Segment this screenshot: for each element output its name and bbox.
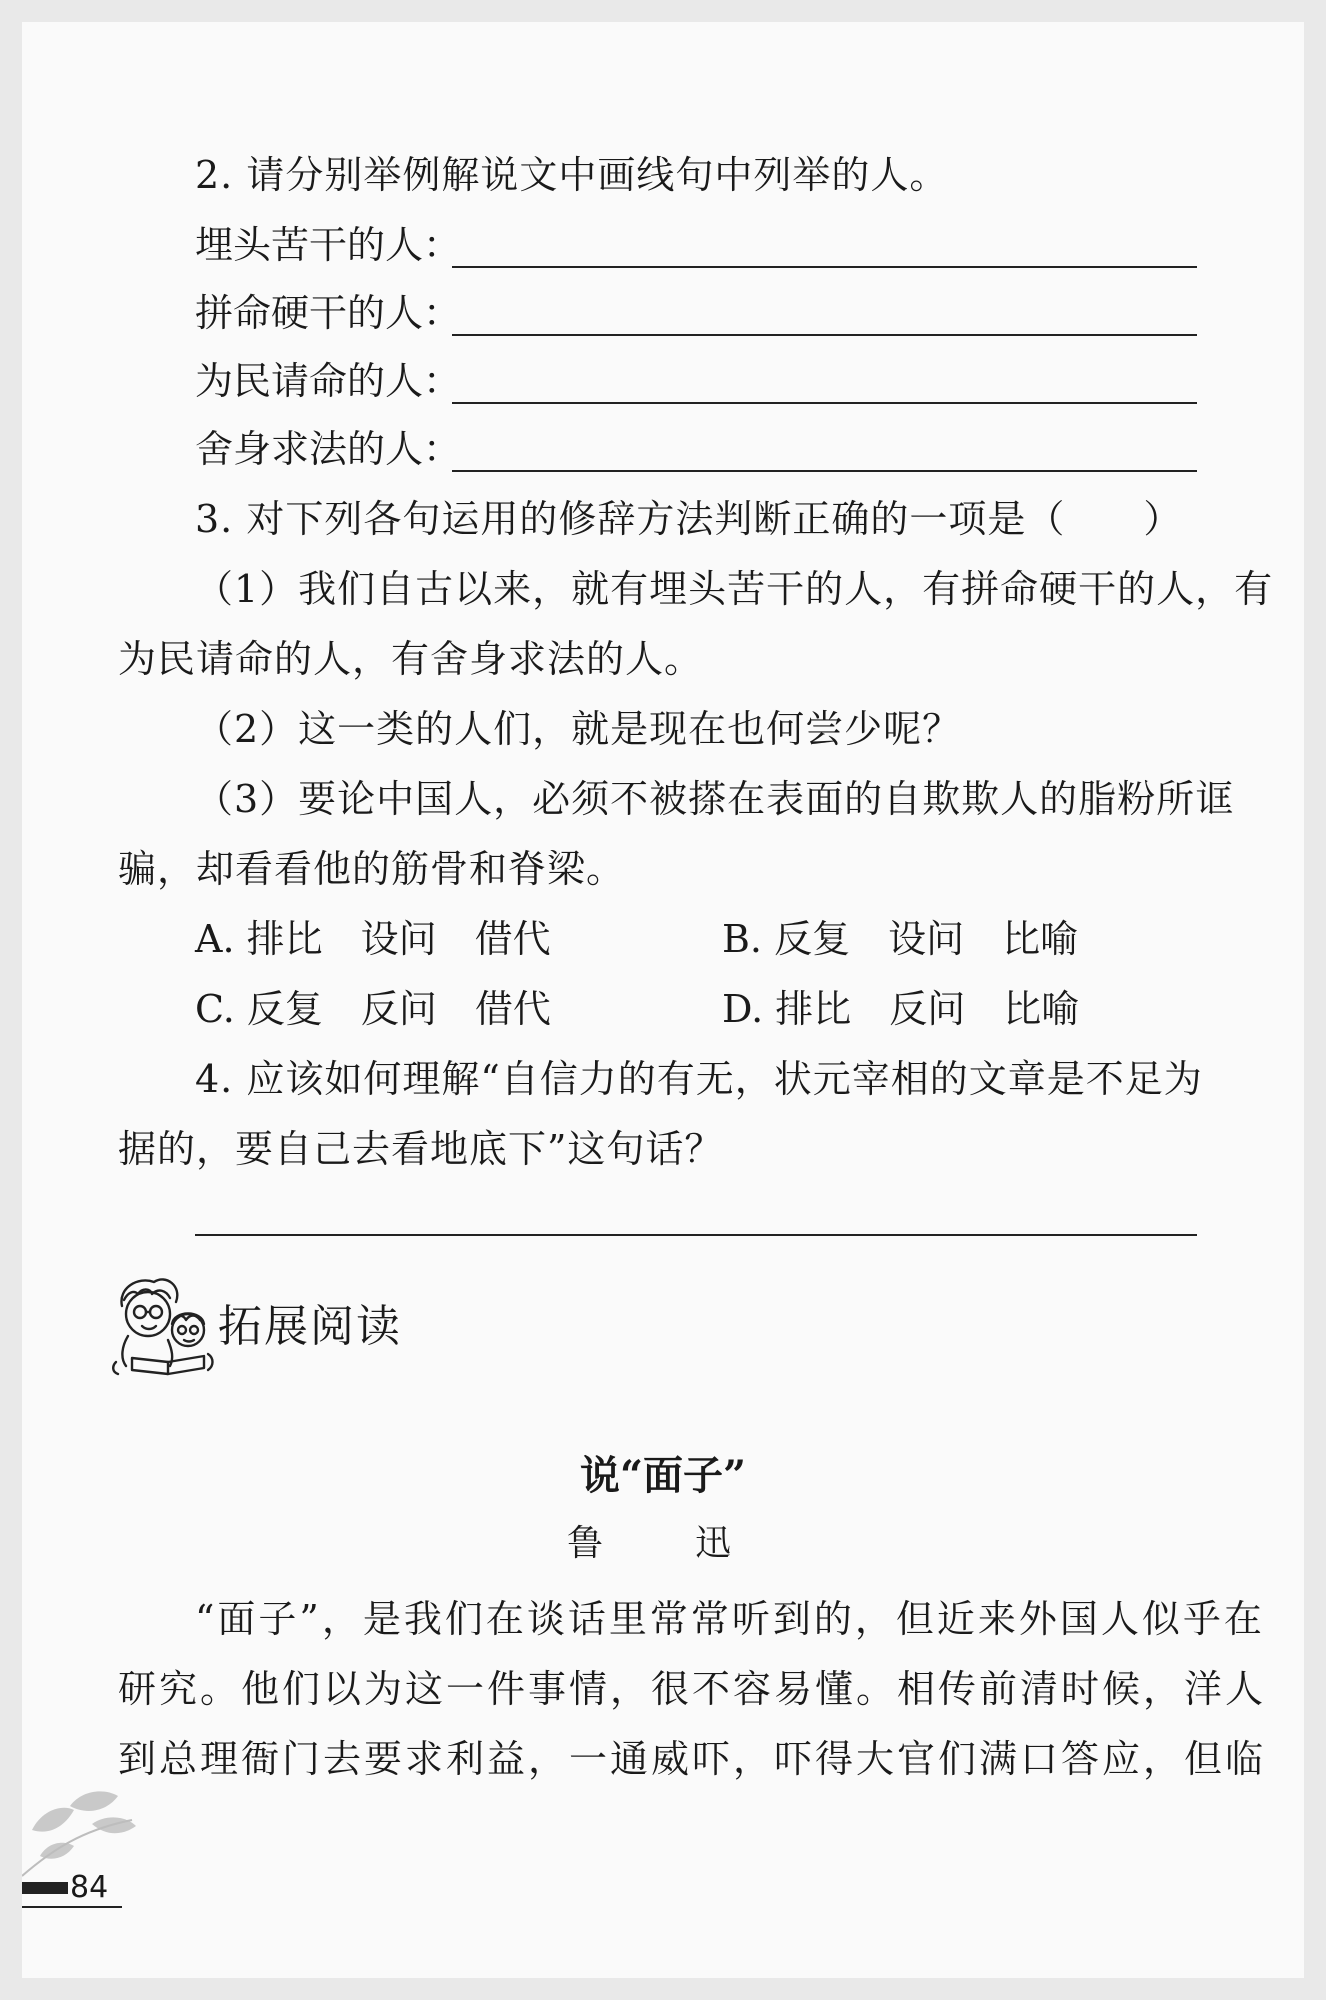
q3-sentence-1-line-2: 为民请命的人，有舍身求法的人。 <box>118 637 704 681</box>
article-title: 说“面子” <box>579 1452 746 1499</box>
q3-sentence-3-line-1: （3）要论中国人，必须不被搽在表面的自欺欺人的脂粉所诓 <box>195 777 1235 821</box>
article-paragraph-line-2: 研究。他们以为这一件事情，很不容易懂。相传前清时候，洋人 <box>118 1667 1267 1711</box>
q4-line-2: 据的，要自己去看地底下”这句话？ <box>118 1127 724 1171</box>
q2-blank-label: 埋头苦干的人： <box>195 223 462 267</box>
q4-line-1: 4. 应该如何理解“自信力的有无，状元宰相的文章是不足为 <box>195 1057 1203 1101</box>
q2-blank-label: 为民请命的人： <box>195 359 462 403</box>
answer-line[interactable] <box>452 266 1197 268</box>
q3-sentence-2: （2）这一类的人们，就是现在也何尝少呢？ <box>195 707 962 751</box>
page-number: 84 <box>70 1870 109 1905</box>
q2-blank-label: 拼命硬干的人： <box>195 291 462 335</box>
article-paragraph-line-3: 到总理衙门去要求利益，一通威吓，吓得大官们满口答应，但临 <box>118 1737 1267 1781</box>
q3-option-b[interactable]: B. 反复 设问 比喻 <box>722 917 1079 961</box>
leaf-decoration-icon <box>22 1780 142 1880</box>
q4-answer-line[interactable] <box>195 1234 1197 1236</box>
q3-sentence-3-line-2: 骗，却看看他的筋骨和脊梁。 <box>118 847 626 891</box>
article-paragraph-line-1: “面子”，是我们在谈话里常常听到的，但近来外国人似乎在 <box>195 1597 1265 1641</box>
q3-option-a[interactable]: A. 排比 设问 借代 <box>195 917 551 961</box>
answer-line[interactable] <box>452 402 1197 404</box>
q3-option-d[interactable]: D. 排比 反问 比喻 <box>722 987 1080 1031</box>
section-title: 拓展阅读 <box>218 1301 402 1352</box>
answer-line[interactable] <box>452 334 1197 336</box>
page-number-underline <box>22 1906 122 1908</box>
q2-prompt: 2. 请分别举例解说文中画线句中列举的人。 <box>195 153 949 197</box>
reading-kids-icon <box>108 1270 218 1380</box>
article-author: 鲁 迅 <box>566 1523 759 1564</box>
q3-sentence-1-line-1: （1）我们自古以来，就有埋头苦干的人，有拼命硬干的人，有 <box>195 567 1274 611</box>
page-number-bar <box>22 1882 68 1894</box>
q3-prompt: 3. 对下列各句运用的修辞方法判断正确的一项是（ ） <box>195 497 1183 541</box>
q3-option-c[interactable]: C. 反复 反问 借代 <box>195 987 551 1031</box>
q2-blank-label: 舍身求法的人： <box>195 427 462 471</box>
answer-line[interactable] <box>452 470 1197 472</box>
